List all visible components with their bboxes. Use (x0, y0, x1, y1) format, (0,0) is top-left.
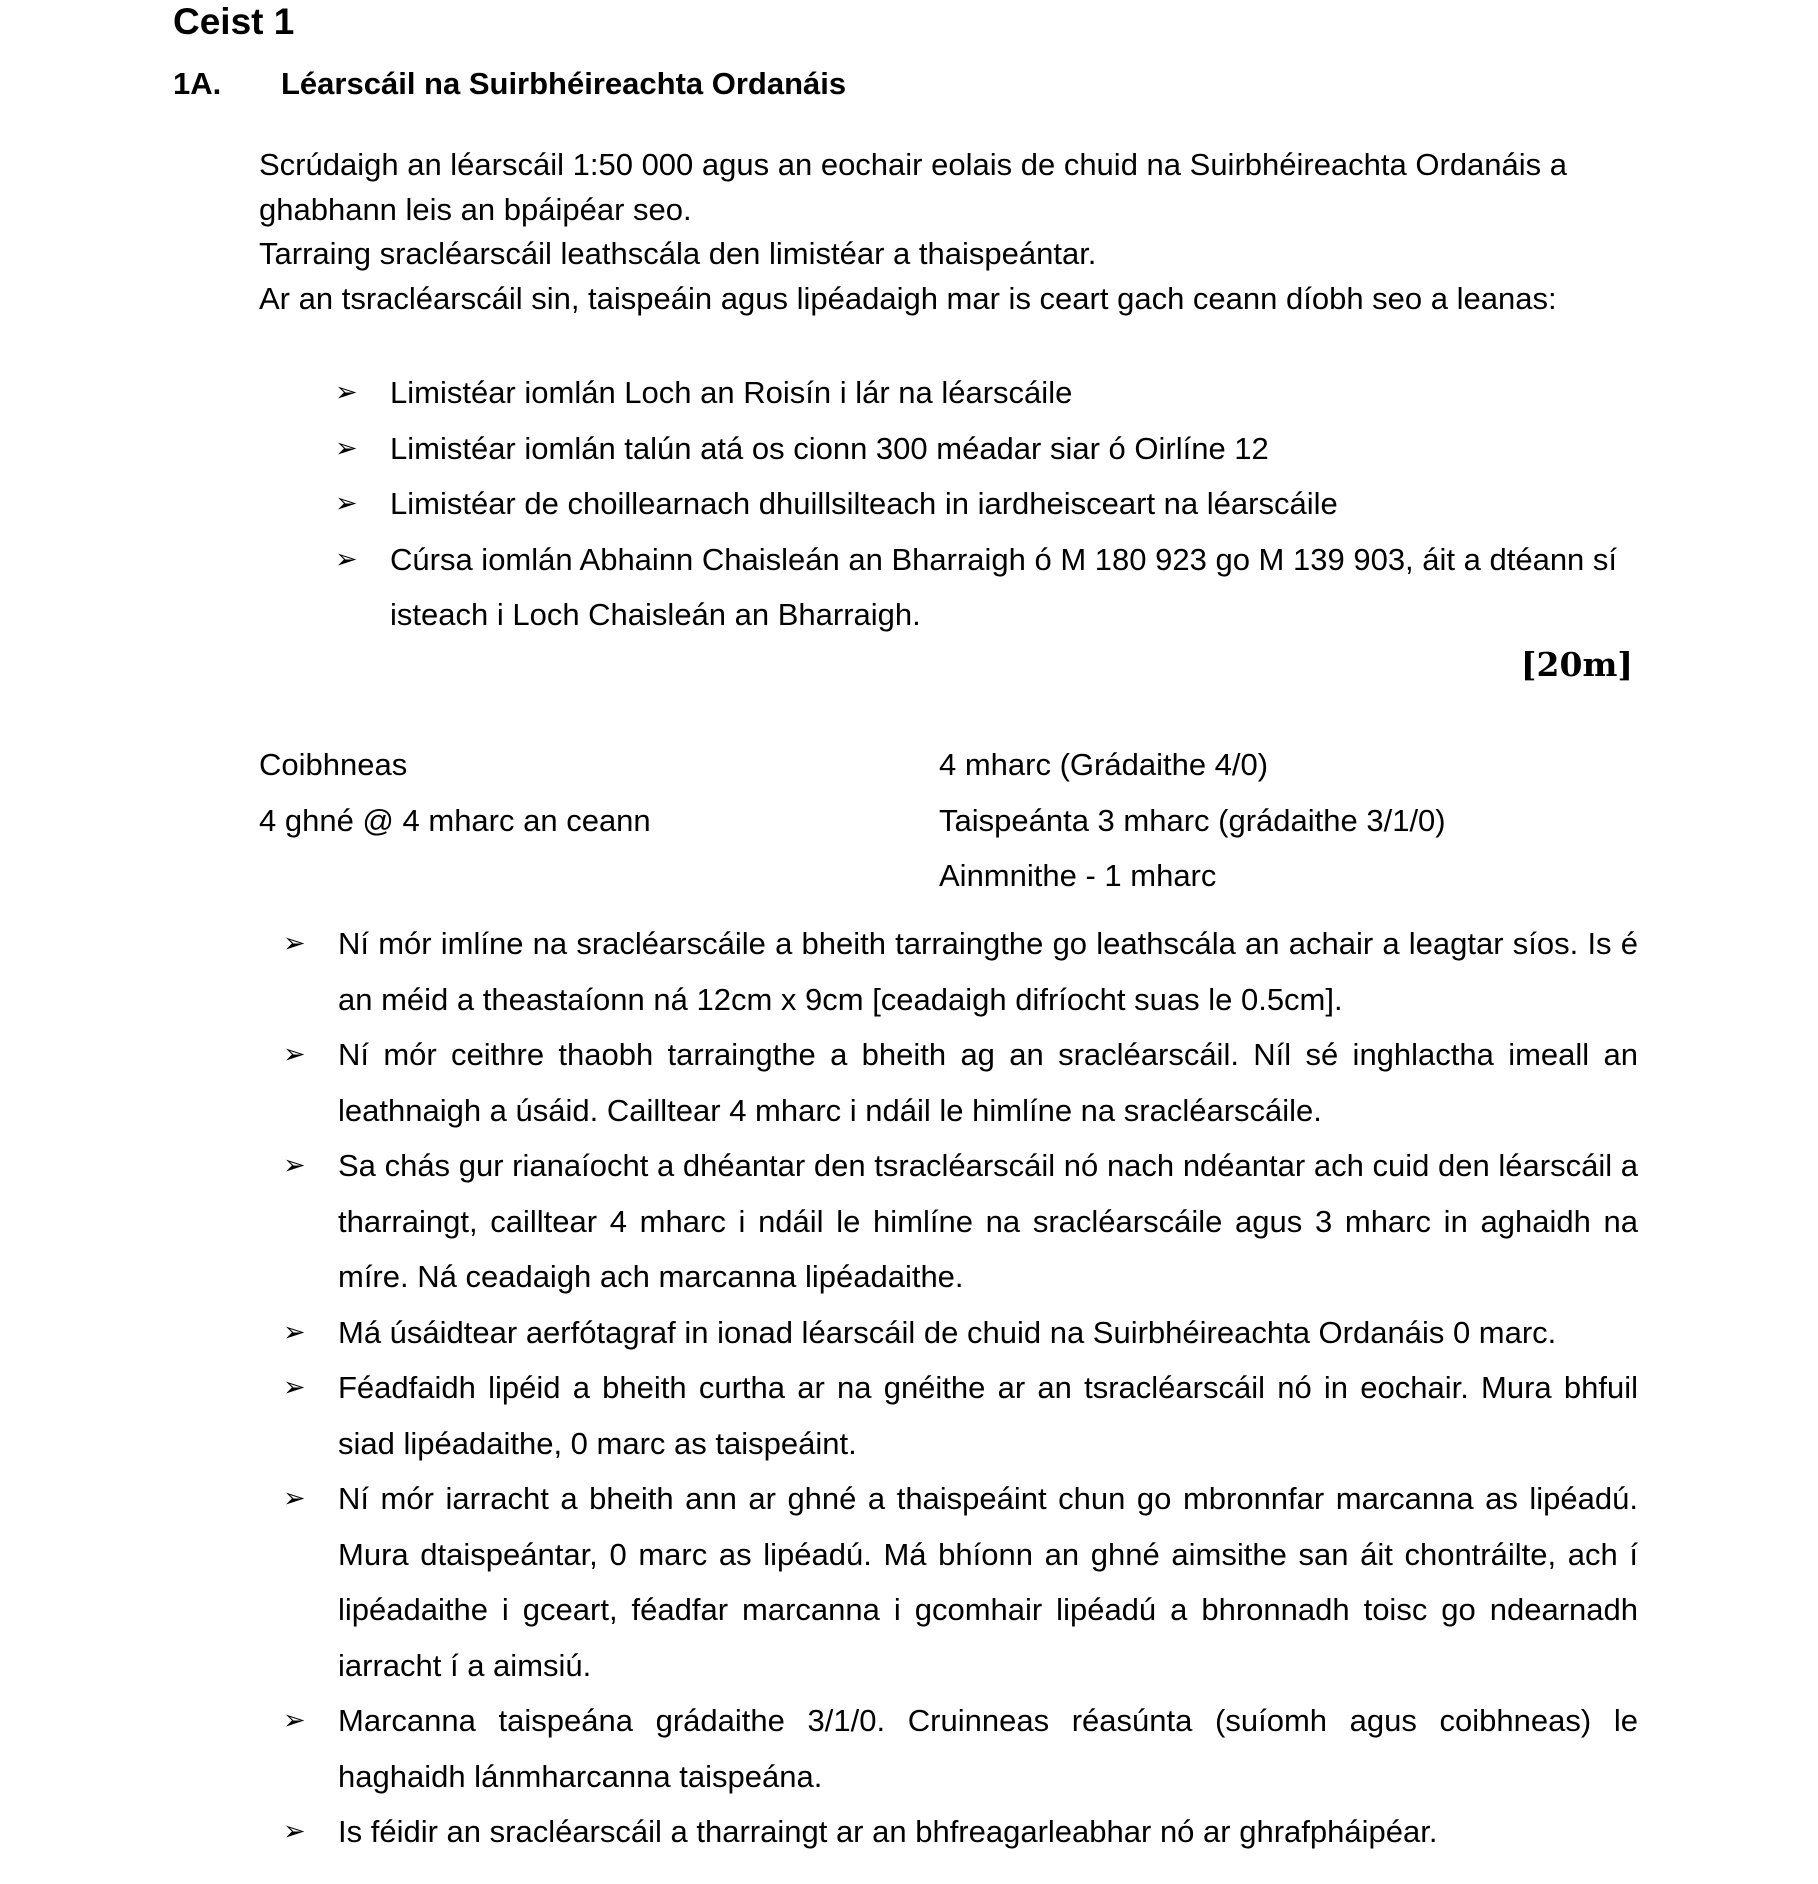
feature-text: Limistéar de choillearnach dhuillsilteach in iardheisceart na léarscáile (390, 486, 1338, 521)
note-text: Má úsáidtear aerfótagraf in ionad léarscáil de chuid na Suirbhéireachta Ordanáis 0 marc. (338, 1314, 1557, 1350)
feature-text: Limistéar iomlán Loch an Roisín i lár na léarscáile (390, 375, 1073, 410)
instruction-paragraph: Scrúdaigh an léarscáil 1:50 000 agus an eochair eolais de chuid na Suirbhéireachta Ordanáis a ghabhann leis an bpáipéar seo. (259, 147, 1568, 227)
marks-total: [20m] (1520, 645, 1633, 684)
feature-text: Cúrsa iomlán Abhainn Chaisleán an Bharraigh ó M 180 923 go M 139 903, áit a dtéann sí isteach i Loch Chaisleán an Bharraigh. (390, 541, 1618, 632)
note-item (283, 1804, 1638, 1860)
arrow-bullet-icon: ➢ (335, 377, 358, 408)
marking-notes (283, 916, 1638, 1860)
section-number: 1A. (173, 66, 222, 101)
note-text: Ní mór imlíne na sracléarscáile a bheith tarraingthe go leathscála an achair a leagtar síos. Is é an méid a theastaíonn ná 12cm x 9cm [ceadaigh difríocht suas le 0.5cm]. (338, 926, 1638, 1017)
note-text: Marcanna taispeána grádaithe 3/1/0. Cruinneas réasúnta (suíomh agus coibhneas) le haghaidh lánmharcanna taispeána. (338, 1703, 1638, 1794)
scheme-right: Ainmnithe - 1 mharc (939, 858, 1217, 893)
arrow-bullet-icon: ➢ (283, 1316, 306, 1348)
arrow-bullet-icon: ➢ (283, 1705, 306, 1736)
section-heading (173, 64, 846, 104)
arrow-bullet-icon: ➢ (283, 1039, 306, 1070)
note-text: Sa chás gur rianaíocht a dhéantar den tsracléarscáil nó nach ndéantar ach cuid den léarscáil a tharraingt, cailltear 4 mharc i ndáil le himlíne na sracléarscáile agus 3 mharc in aghaidh na míre. Ná ceadaigh ach marcanna lipéadaithe. (338, 1148, 1638, 1294)
scheme-left: 4 ghné @ 4 mharc an ceann (259, 802, 651, 838)
instruction-paragraph: Tarraing sracléarscáil leathscála den limistéar a thaispeántar. (259, 236, 1097, 271)
feature-list (335, 365, 1635, 643)
instructions (259, 143, 1659, 321)
note-item (283, 1471, 1638, 1693)
scheme-right: 4 mharc (Grádaithe 4/0) (939, 747, 1269, 782)
arrow-bullet-icon: ➢ (283, 928, 306, 959)
arrow-bullet-icon: ➢ (283, 1150, 306, 1181)
note-item (283, 1693, 1638, 1804)
question-title: Ceist 1 (173, 1, 295, 42)
note-item (283, 1305, 1638, 1361)
feature-item (335, 365, 1635, 421)
feature-item (335, 532, 1635, 643)
scheme-right: Taispeánta 3 mharc (grádaithe 3/1/0) (939, 802, 1446, 838)
note-text: Ní mór ceithre thaobh tarraingthe a bheith ag an sracléarscáil. Níl sé inghlactha imeall an leathnaigh a úsáid. Cailltear 4 mharc i ndáil le himlíne na sracléarscáile. (338, 1037, 1638, 1128)
note-item (283, 1360, 1638, 1471)
arrow-bullet-icon: ➢ (283, 1483, 306, 1514)
scheme-left: Coibhneas (259, 747, 408, 782)
arrow-bullet-icon: ➢ (335, 432, 358, 464)
note-item (283, 916, 1638, 1027)
note-text: Ní mór iarracht a bheith ann ar ghné a thaispeáint chun go mbronnfar marcanna as lipéadú. Mura dtaispeántar, 0 marc as lipéadú. Má bhíonn an ghné aimsithe san áit chontráilte, ach í lipéadaithe i gceart, féadfar marcanna i gcomhair lipéadú a bhronnadh toisc go ndearnadh iarracht í a aimsiú. (338, 1481, 1638, 1683)
note-text: Is féidir an sracléarscáil a tharraingt ar an bhfreagarleabhar nó ar ghrafpháipéar. (338, 1814, 1438, 1849)
feature-item (335, 476, 1635, 532)
instruction-paragraph: Ar an tsracléarscáil sin, taispeáin agus lipéadaigh mar is ceart gach ceann díobh seo a leanas: (259, 280, 1557, 316)
feature-text: Limistéar iomlán talún atá os cionn 300 méadar siar ó Oirlíne 12 (390, 430, 1269, 466)
note-item (283, 1138, 1638, 1305)
section-title: Léarscáil na Suirbhéireachta Ordanáis (281, 66, 847, 101)
note-item (283, 1027, 1638, 1138)
arrow-bullet-icon: ➢ (283, 1816, 306, 1847)
arrow-bullet-icon: ➢ (283, 1372, 306, 1403)
feature-item (335, 421, 1635, 477)
arrow-bullet-icon: ➢ (335, 488, 358, 519)
note-text: Féadfaidh lipéid a bheith curtha ar na gnéithe ar an tsracléarscáil nó in eochair. Mura bhfuil siad lipéadaithe, 0 marc as taispeáint. (338, 1370, 1638, 1461)
arrow-bullet-icon: ➢ (335, 543, 358, 575)
